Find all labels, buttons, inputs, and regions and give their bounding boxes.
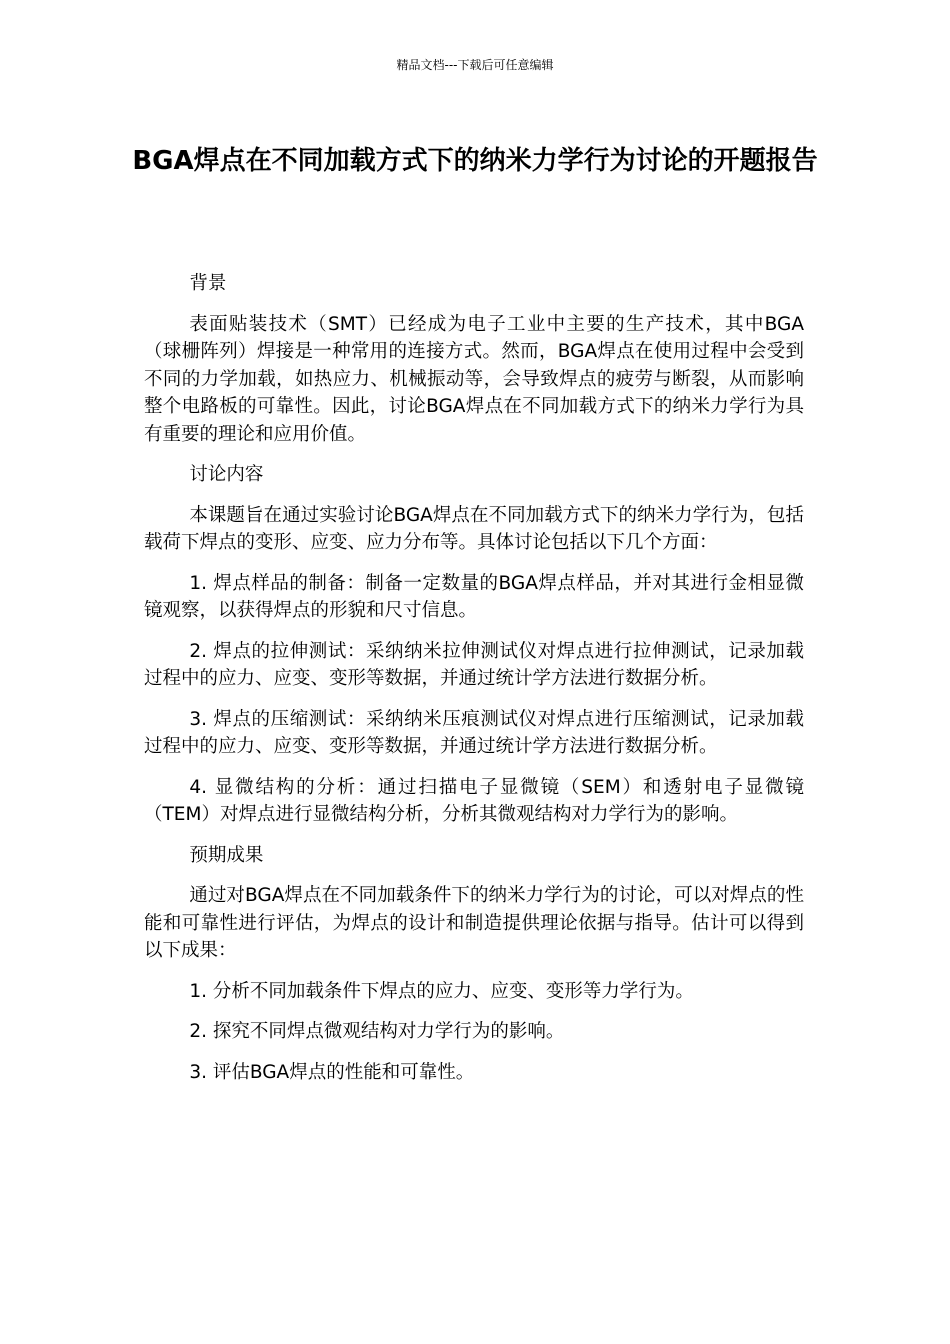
section-heading-results: 预期成果 bbox=[189, 844, 264, 866]
document-body bbox=[144, 270, 804, 1099]
background-paragraph: 表面贴装技术（SMT）已经成为电子工业中主要的生产技术，其中BGA（球栅阵列）焊接是一种常用的连接方式。然而，BGA焊点在使用过程中会受到不同的力学加载，如热应力、机械振动等，会导致焊点的疲劳与断裂，从而影响整个电路板的可靠性。因此，讨论BGA焊点在不同加载方式下的纳米力学行为具有重要的理论和应用价值。 bbox=[144, 313, 804, 445]
content-item-2: 2. 焊点的拉伸测试：采纳纳米拉伸测试仪对焊点进行拉伸测试，记录加载过程中的应力、应变、变形等数据，并通过统计学方法进行数据分析。 bbox=[144, 640, 804, 689]
content-paragraph: 本课题旨在通过实验讨论BGA焊点在不同加载方式下的纳米力学行为，包括载荷下焊点的变形、应变、应力分布等。具体讨论包括以下几个方面： bbox=[144, 504, 804, 553]
document-title: BGA焊点在不同加载方式下的纳米力学行为讨论的开题报告 bbox=[132, 146, 818, 176]
content-item-3: 3. 焊点的压缩测试：采纳纳米压痕测试仪对焊点进行压缩测试，记录加载过程中的应力、应变、变形等数据，并通过统计学方法进行数据分析。 bbox=[144, 708, 804, 757]
results-item-1: 1. 分析不同加载条件下焊点的应力、应变、变形等力学行为。 bbox=[189, 980, 694, 1002]
results-paragraph: 通过对BGA焊点在不同加载条件下的纳米力学行为的讨论，可以对焊点的性能和可靠性进行评估，为焊点的设计和制造提供理论依据与指导。估计可以得到以下成果： bbox=[144, 885, 804, 961]
section-heading-background: 背景 bbox=[189, 273, 227, 294]
header-note: 精品文档---下载后可任意编辑 bbox=[396, 58, 554, 72]
results-item-2: 2. 探究不同焊点微观结构对力学行为的影响。 bbox=[189, 1021, 565, 1042]
content-item-4: 4. 显微结构的分析：通过扫描电子显微镜（SEM）和透射电子显微镜（TEM）对焊点进行显微结构分析，分析其微观结构对力学行为的影响。 bbox=[144, 776, 804, 825]
results-item-3: 3. 评估BGA焊点的性能和可靠性。 bbox=[189, 1061, 475, 1083]
content-item-1: 1. 焊点样品的制备：制备一定数量的BGA焊点样品，并对其进行金相显微镜观察，以获得焊点的形貌和尺寸信息。 bbox=[144, 572, 804, 621]
section-heading-content: 讨论内容 bbox=[189, 464, 264, 485]
